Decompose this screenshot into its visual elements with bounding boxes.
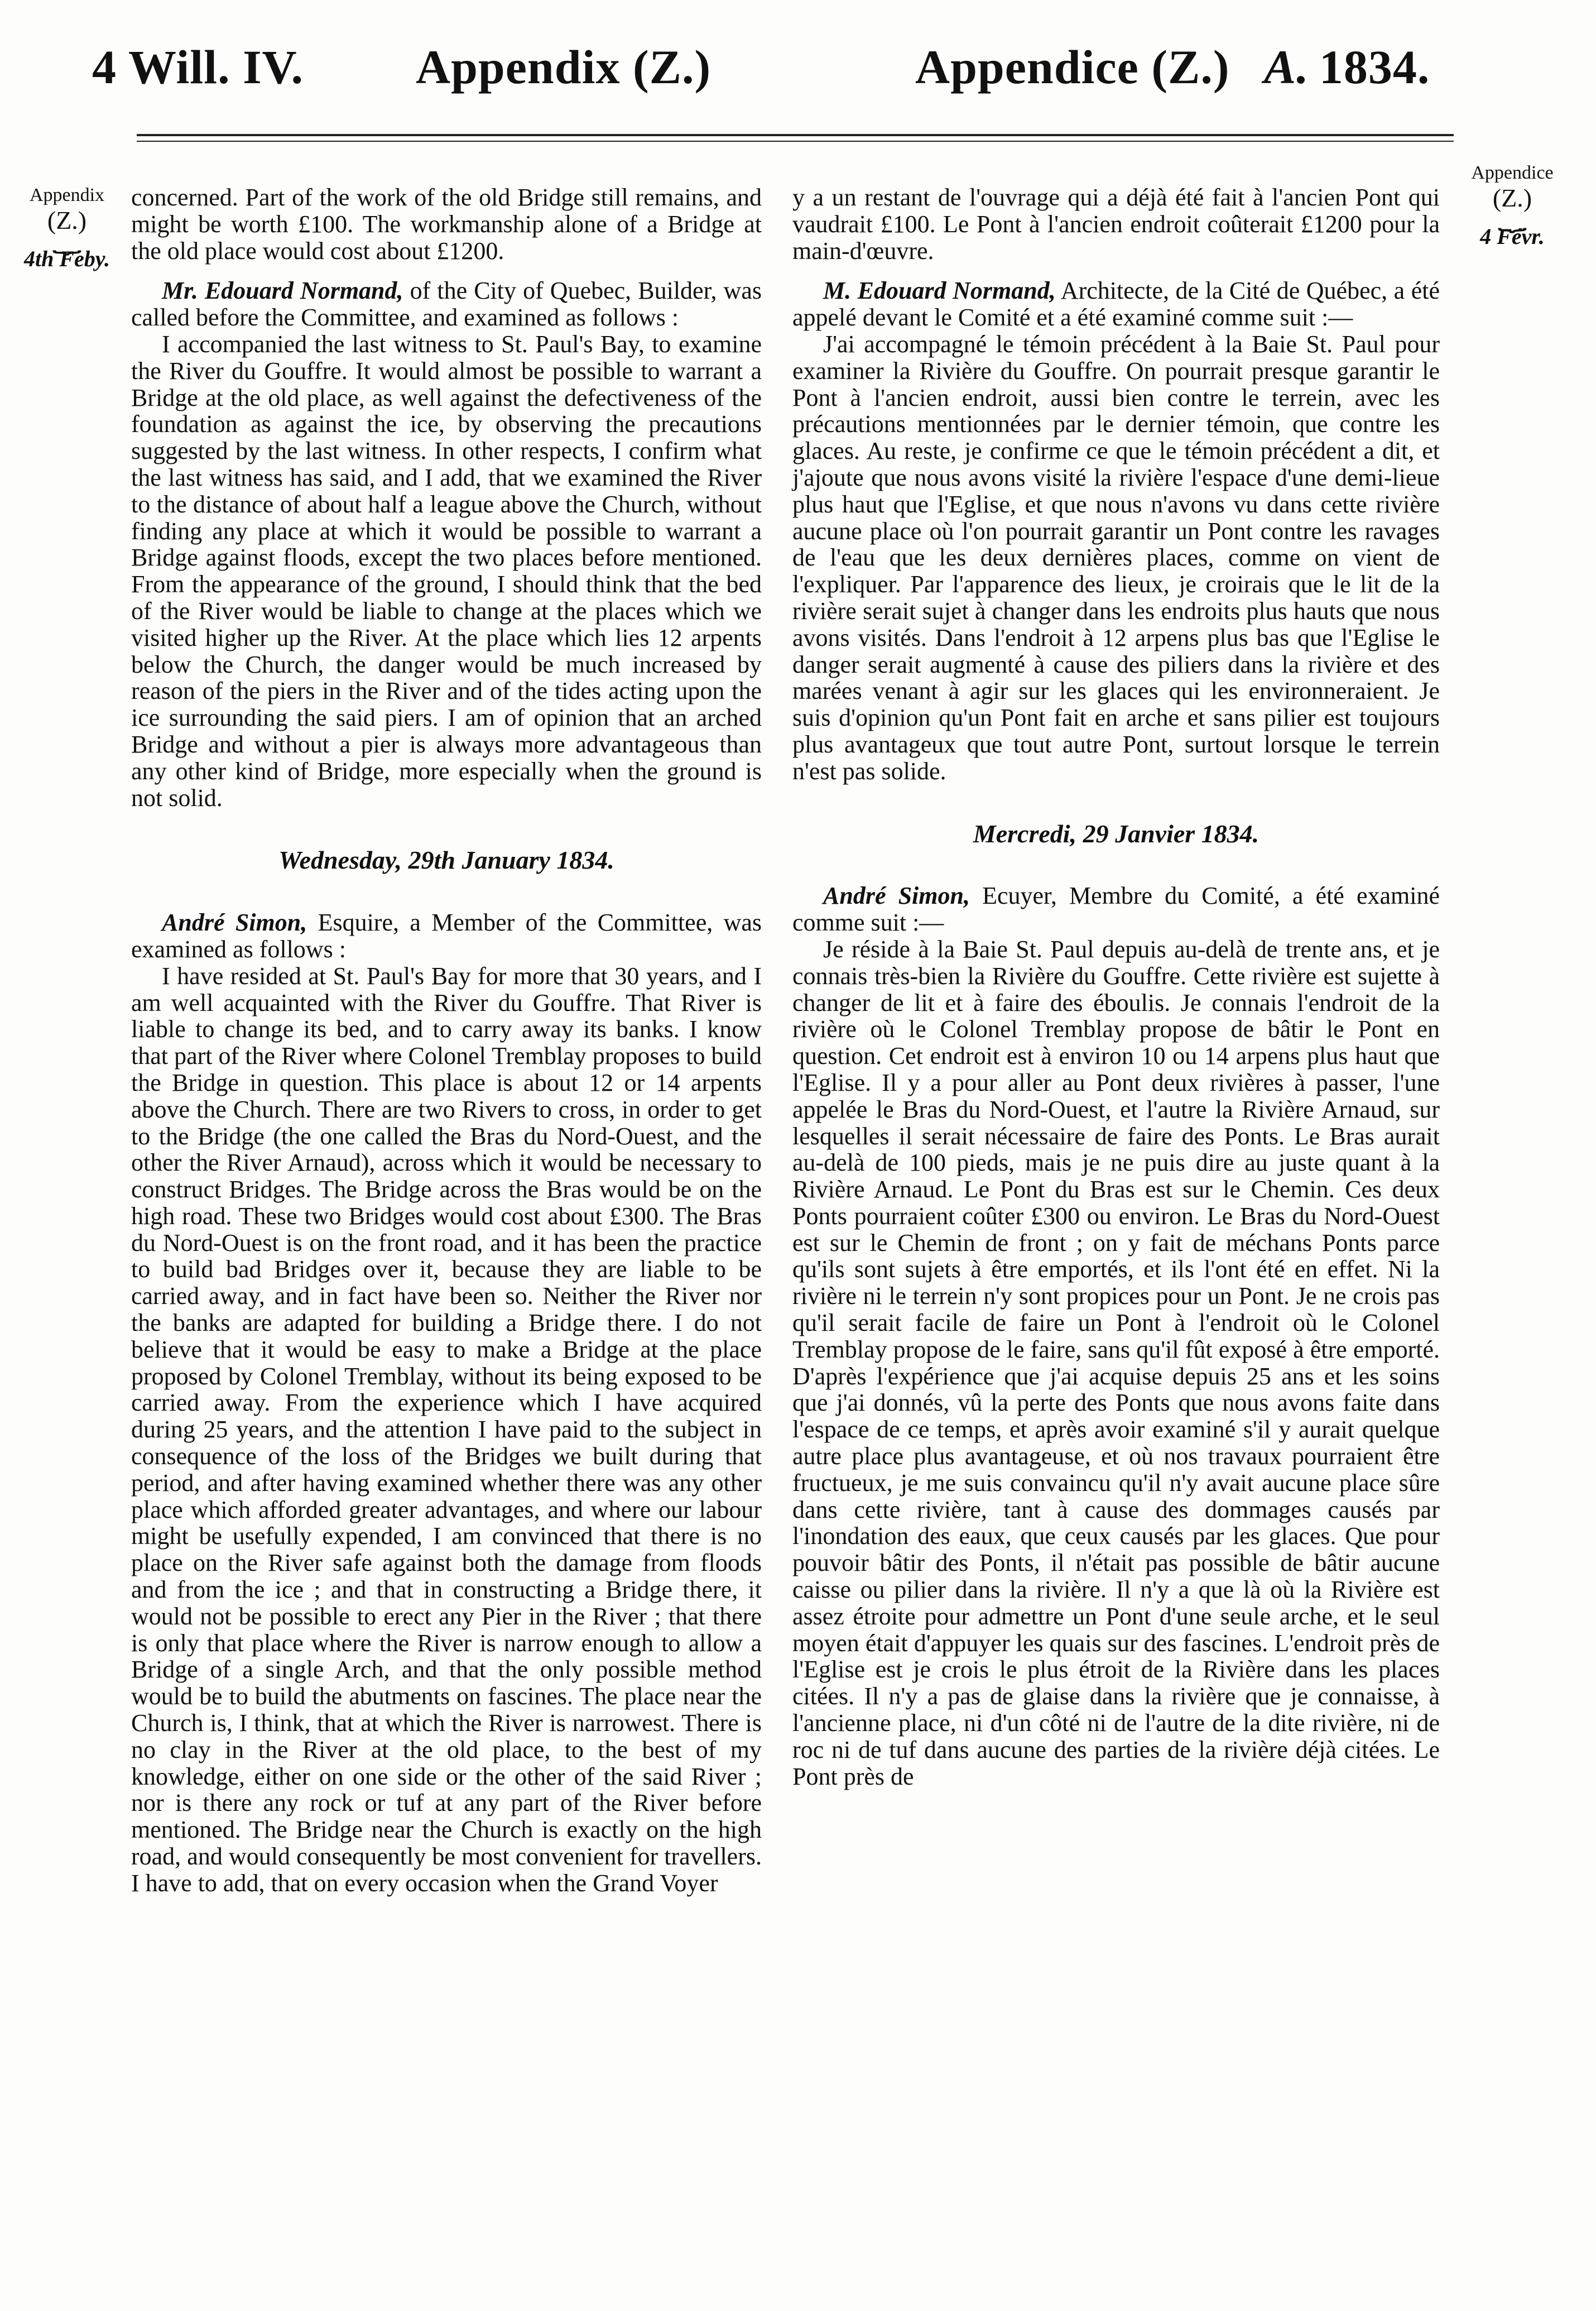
witness-name: Mr. Edouard Normand, (162, 277, 403, 305)
witness-intro-text: Esquire, a Member of the Committee, was examined as follows : (131, 909, 762, 963)
reign-heading: 4 Will. IV. (92, 40, 304, 94)
margin-letter: (Z.) (47, 206, 87, 234)
margin-note-left (17, 184, 117, 270)
witness-intro-text: of the City of Quebec, Builder, was called before the Committee, and examined as follows : (131, 277, 762, 332)
witness-intro (131, 277, 762, 331)
year-heading (1264, 39, 1430, 95)
header-rule-thick (137, 134, 1454, 136)
brace-icon: ⏟ (52, 228, 82, 253)
paragraph: J'ai accompagné le témoin précédent à la Baie St. Paul pour examiner la Rivière du Gouffre. On pourrait presque garantir le Pont à l'ancien endroit, aussi bien contre le terrein, avec les précautions mentionnées par le dernier témoin, que contre les glaces. Au reste, je confirme ce que le témoin précédent a dit, et j'ajoute que nous avons visité la rivière l'espace d'une demi-lieue plus haut que l'Eglise, et que nous n'avons vu dans cette rivière aucune place où l'on pourrait garantir un Pont contre les ravages de l'eau que les deux dernières places, comme on vient de l'expliquer. Par l'apparence des lieux, je croirais que le lit de la rivière serait sujet à changer dans les endroits plus hauts que nous avons visités. Dans l'endroit à 12 arpens plus bas que l'Eglise le danger serait augmenté à cause des piliers dans la rivière et des marées venant à agir sur les glaces qui les environneraient. Je suis d'opinion qu'un Pont fait en arche et sans pilier est toujours plus avantageux que tout autre Pont, surtout lorsque le terrein n'est pas solide. (792, 330, 1440, 785)
paragraph: Je réside à la Baie St. Paul depuis au-delà de trente ans, et je connais très-bien la Rivière du Gouffre. Cette rivière est sujette à changer de lit et à faire des éboulis. Je connais l'endroit de la rivière où le Colonel Tremblay propose de bâtir le Pont en question. Cet endroit est à environ 10 ou 14 arpens plus haut que l'Eglise. Il y a pour aller au Pont deux rivières à passer, l'une appelée le Bras du Nord-Ouest, et l'autre la Rivière Arnaud, sur lesquelles il serait nécessaire de faire des Ponts. Le Bras aurait au-delà de 100 pieds, mais je ne puis dire au juste quant à la Rivière Arnaud. Le Pont du Bras est sur le Chemin. Ces deux Ponts pourraient coûter £300 ou environ. Le Bras du Nord-Ouest est sur le Chemin de front ; on y fait de méchans Ponts parce qu'ils sont sujets à être emportés, et ils l'ont été en effet. Ni la rivière ni le terrein n'y sont propices pour un Pont. Je ne crois pas qu'il serait facile de faire un Pont à l'endroit où le Colonel Tremblay propose de le faire, sans qu'il fût exposé à être emporté. D'après l'expérience que j'ai acquise depuis 25 ans et les soins que j'ai donnés, vû la perte des Ponts que nous avons faite dans l'espace de ce temps, et après avoir examiné s'il y aurait quelque autre place plus avantageuse, et où nos travaux pourraient être fructueux, je me suis convaincu qu'il n'y avait aucune place sûre dans cette rivière, tant à cause des dommages causés par l'inondation des eaux, que ceux causés par les glaces. Que pour pouvoir bâtir des Ponts, il n'était pas possible de bâtir aucune caisse ou pilier dans la rivière. Il n'y a que là où la Rivière est assez étroite pour admettre un Pont d'une seule arche, et le seul moyen était d'appuyer les quais sur des fascines. L'endroit près de l'Eglise est je crois le plus étroit de la Rivière dans les places citées. Il n'y a pas de glaise dans la rivière que je connaisse, à l'ancienne place, ni d'un côté ni de l'autre de la dite rivière, ni de roc ni de tuf dans aucune des parties de la rivière déjà citées. Le Pont près de (792, 935, 1440, 1790)
paragraph: I accompanied the last witness to St. Paul's Bay, to examine the River du Gouffre. It would almost be possible to warrant a Bridge at the old place, as well against the defectiveness of the foundation as against the ice, by observing the precautions suggested by the last witness. In other respects, I confirm what the last witness has said, and I add, that we examined the River to the distance of about half a league above the Church, without finding any place at which it would be possible to warrant a Bridge against floods, except the two places before mentioned. From the appearance of the ground, I should think that the bed of the River would be liable to change at the places which we visited higher up the River. At the place which lies 12 arpents below the Church, the danger would be much increased by reason of the piers in the River and of the tides acting upon the ice surrounding the said piers. I am of opinion that an arched Bridge and without a pier is always more advantageous than any other kind of Bridge, more especially when the ground is not solid. (131, 330, 762, 812)
witness-intro (792, 883, 1440, 936)
witness-intro (131, 909, 762, 963)
appendix-heading-english: Appendix (Z.) (416, 40, 712, 94)
margin-label: Appendice (1471, 162, 1554, 183)
date-heading: Wednesday, 29th January 1834. (278, 846, 614, 875)
header-rule-thin (137, 141, 1454, 142)
year-prefix: A. (1264, 40, 1309, 94)
witness-name: M. Edouard Normand, (823, 277, 1056, 305)
witness-name: André Simon, (162, 909, 307, 937)
french-column (792, 184, 1440, 1790)
witness-intro-text: Architecte, de la Cité de Québec, a été appelé devant le Comité et a été examiné comme suit :— (792, 277, 1440, 332)
margin-label: Appendix (29, 185, 105, 205)
paragraph: concerned. Part of the work of the old Bridge still remains, and might be worth £100. The workmanship alone of a Bridge at the old place would cost about £1200. (131, 184, 762, 265)
year: 1834. (1319, 40, 1430, 94)
margin-letter: (Z.) (1492, 184, 1532, 212)
english-column (131, 184, 762, 1897)
paragraph: y a un restant de l'ouvrage qui a déjà été fait à l'ancien Pont qui vaudrait £100. Le Pont à l'ancien endroit coûterait £1200 pour la main-d'œuvre. (792, 184, 1440, 265)
appendix-heading-french: Appendice (Z.) (915, 40, 1230, 94)
margin-date: 4th Feby. (23, 246, 110, 271)
margin-date: 4 Févr. (1480, 224, 1545, 249)
date-heading: Mercredi, 29 Janvier 1834. (973, 819, 1260, 848)
witness-intro (792, 277, 1440, 331)
paragraph: I have resided at St. Paul's Bay for more that 30 years, and I am well acquainted with the River du Gouffre. That River is liable to change its bed, and to carry away its banks. I know that part of the River where Colonel Tremblay proposes to build the Bridge in question. This place is about 12 or 14 arpents above the Church. There are two Rivers to cross, in order to get to the Bridge (the one called the Bras du Nord-Ouest, and the other the River Arnaud), across which it would be necessary to construct Bridges. The Bridge across the Bras would be on the high road. These two Bridges would cost about £300. The Bras du Nord-Ouest is on the front road, and it has been the practice to build bad Bridges over it, because they are liable to be carried away, and in fact have been so. Neither the River nor the banks are adapted for building a Bridge there. I do not believe that it would be easy to make a Bridge at the place proposed by Colonel Tremblay, without its being exposed to be carried away. From the experience which I have acquired during 25 years, and the attention I have paid to the subject in consequence of the loss of the Bridges we built during that period, and after having examined whether there was any other place which afforded greater advantages, and where our labour might be usefully expended, I am convinced that there is no place on the River safe against both the damage from floods and from the ice ; and that in constructing a Bridge there, it would not be possible to erect any Pier in the River ; that there is only that place where the River is narrow enough to allow a Bridge of a single Arch, and that the only possible method would be to build the abutments on fascines. The place near the Church is, I think, that at which the River is narrowest. There is no clay in the River at the old place, to the best of my knowledge, either on one side or the other of the said River ; nor is there any rock or tuf at any part of the River before mentioned. The Bridge near the Church is exactly on the high road, and would consequently be most convenient for travellers. I have to add, that on every occasion when the Grand Voyer (131, 962, 762, 1897)
margin-note-right (1456, 162, 1568, 248)
witness-name: André Simon, (823, 882, 970, 910)
brace-icon: ⏟ (1497, 206, 1527, 231)
page-header (0, 28, 1596, 95)
witness-intro-text: Ecuyer, Membre du Comité, a été examiné comme suit :— (792, 882, 1440, 937)
